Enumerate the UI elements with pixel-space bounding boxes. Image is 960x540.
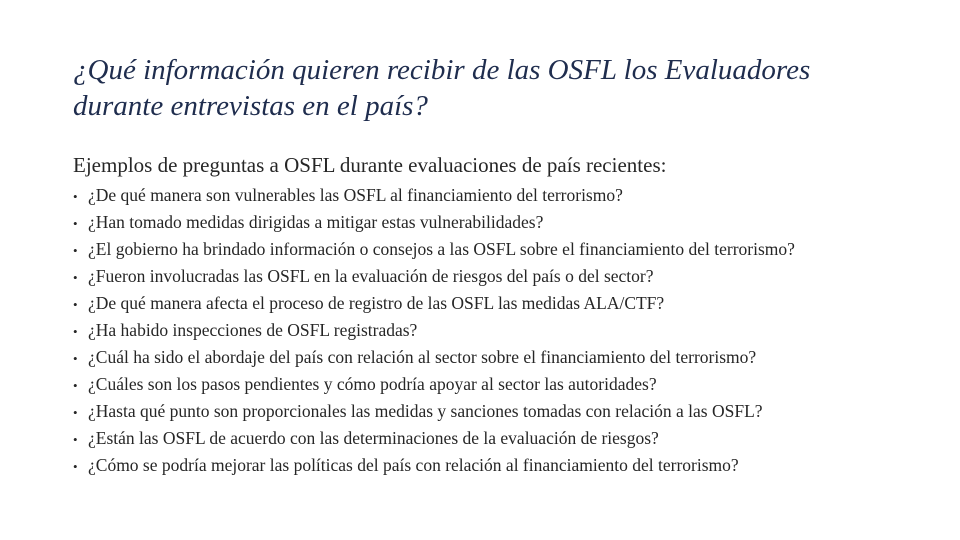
bullet-icon: •	[73, 189, 78, 204]
question-item	[73, 344, 795, 371]
question-text: ¿Han tomado medidas dirigidas a mitigar estas vulnerabilidades?	[88, 212, 544, 232]
slide-subtitle: Ejemplos de preguntas a OSFL durante evaluaciones de país recientes:	[73, 153, 667, 177]
question-item	[73, 452, 795, 479]
slide-title-line-1: ¿Qué información quieren recibir de las OSFL los Evaluadores	[73, 54, 811, 86]
bullet-icon: •	[73, 243, 78, 258]
question-item	[73, 425, 795, 452]
bullet-icon: •	[73, 297, 78, 312]
bullet-icon: •	[73, 459, 78, 474]
bullet-icon: •	[73, 324, 78, 339]
question-list	[73, 182, 795, 479]
question-text: ¿Cuál ha sido el abordaje del país con relación al sector sobre el financiamiento del terrorismo?	[88, 347, 757, 367]
question-text: ¿Ha habido inspecciones de OSFL registradas?	[88, 320, 418, 340]
bullet-icon: •	[73, 432, 78, 447]
slide-title-line-2: durante entrevistas en el país?	[73, 90, 428, 122]
bullet-icon: •	[73, 405, 78, 420]
question-text: ¿De qué manera son vulnerables las OSFL al financiamiento del terrorismo?	[88, 185, 623, 205]
question-text: ¿De qué manera afecta el proceso de registro de las OSFL las medidas ALA/CTF?	[88, 293, 665, 313]
question-item	[73, 236, 795, 263]
question-text: ¿Hasta qué punto son proporcionales las medidas y sanciones tomadas con relación a las OSFL?	[88, 401, 763, 421]
question-text: ¿Cuáles son los pasos pendientes y cómo podría apoyar al sector las autoridades?	[88, 374, 657, 394]
bullet-icon: •	[73, 378, 78, 393]
question-item	[73, 182, 795, 209]
question-item	[73, 398, 795, 425]
question-item	[73, 290, 795, 317]
question-item	[73, 209, 795, 236]
question-item	[73, 371, 795, 398]
question-text: ¿Están las OSFL de acuerdo con las determinaciones de la evaluación de riesgos?	[88, 428, 659, 448]
bullet-icon: •	[73, 216, 78, 231]
question-item	[73, 317, 795, 344]
bullet-icon: •	[73, 270, 78, 285]
bullet-icon: •	[73, 351, 78, 366]
question-text: ¿Fueron involucradas las OSFL en la evaluación de riesgos del país o del sector?	[88, 266, 654, 286]
question-item	[73, 263, 795, 290]
slide-title	[73, 52, 893, 124]
question-text: ¿El gobierno ha brindado información o consejos a las OSFL sobre el financiamiento del terrorismo?	[88, 239, 795, 259]
question-text: ¿Cómo se podría mejorar las políticas del país con relación al financiamiento del terrorismo?	[88, 455, 739, 475]
